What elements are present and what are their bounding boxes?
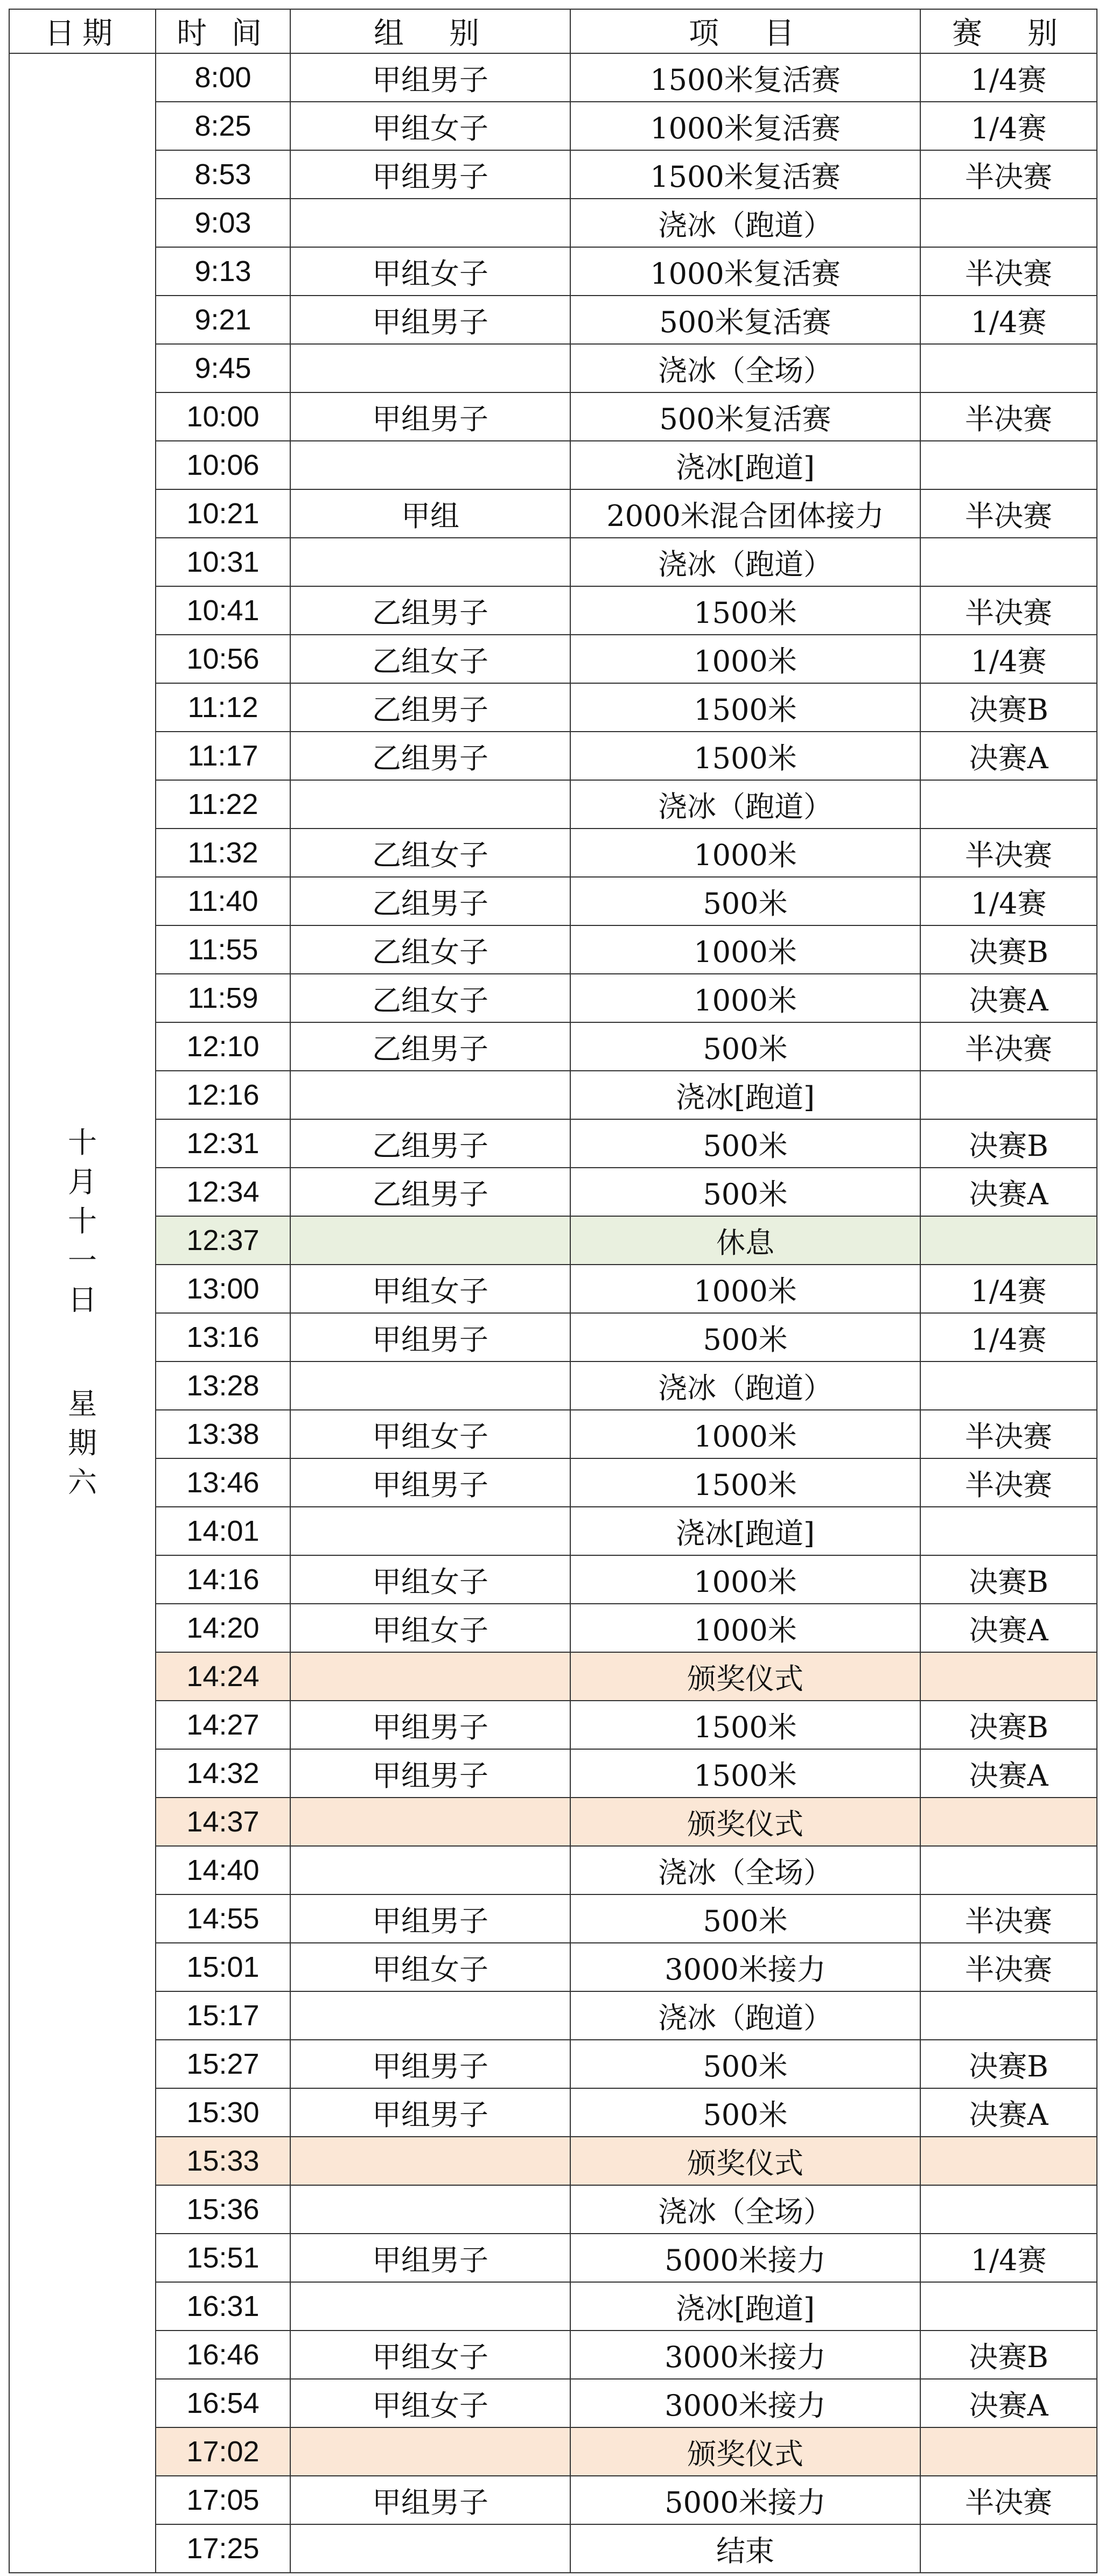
group-cell: 甲组 bbox=[290, 489, 570, 538]
group-cell: 乙组男子 bbox=[290, 877, 570, 925]
event-cell: 颁奖仪式 bbox=[570, 2427, 920, 2476]
group-cell bbox=[290, 199, 570, 247]
time-cell: 14:16 bbox=[156, 1555, 290, 1604]
event-cell: 浇冰[跑道] bbox=[570, 441, 920, 489]
time-cell: 8:00 bbox=[156, 53, 290, 102]
round-cell: 决赛B bbox=[920, 1555, 1097, 1604]
round-cell bbox=[920, 1507, 1097, 1555]
schedule-row bbox=[9, 2331, 1097, 2379]
event-cell: 5000米接力 bbox=[570, 2234, 920, 2282]
schedule-row bbox=[9, 1652, 1097, 1701]
schedule-row bbox=[9, 635, 1097, 683]
event-cell: 3000米接力 bbox=[570, 1943, 920, 1991]
event-cell: 1500米复活赛 bbox=[570, 53, 920, 102]
schedule-row bbox=[9, 2185, 1097, 2234]
event-cell: 1500米 bbox=[570, 732, 920, 780]
round-cell bbox=[920, 199, 1097, 247]
event-cell: 浇冰[跑道] bbox=[570, 2282, 920, 2331]
group-cell: 乙组女子 bbox=[290, 829, 570, 877]
schedule-row bbox=[9, 1507, 1097, 1555]
group-cell: 甲组女子 bbox=[290, 1604, 570, 1652]
schedule-row bbox=[9, 1943, 1097, 1991]
time-cell: 8:53 bbox=[156, 150, 290, 199]
time-cell: 13:28 bbox=[156, 1361, 290, 1410]
time-cell: 15:17 bbox=[156, 1991, 290, 2040]
time-cell: 13:00 bbox=[156, 1265, 290, 1313]
round-cell: 半决赛 bbox=[920, 392, 1097, 441]
group-cell bbox=[290, 344, 570, 392]
event-cell: 浇冰[跑道] bbox=[570, 1507, 920, 1555]
round-cell: 决赛B bbox=[920, 683, 1097, 732]
time-cell: 11:55 bbox=[156, 925, 290, 974]
group-cell bbox=[290, 1798, 570, 1846]
header-time: 时 间 bbox=[156, 9, 290, 53]
round-cell bbox=[920, 2427, 1097, 2476]
round-cell bbox=[920, 1361, 1097, 1410]
group-cell: 甲组男子 bbox=[290, 150, 570, 199]
header-event: 项 目 bbox=[570, 9, 920, 53]
time-cell: 11:40 bbox=[156, 877, 290, 925]
time-cell: 12:10 bbox=[156, 1022, 290, 1071]
event-cell: 1000米复活赛 bbox=[570, 102, 920, 150]
event-cell: 1500米 bbox=[570, 586, 920, 635]
round-cell: 决赛B bbox=[920, 1119, 1097, 1168]
event-cell: 1000米 bbox=[570, 1604, 920, 1652]
round-cell: 半决赛 bbox=[920, 1943, 1097, 1991]
time-cell: 16:46 bbox=[156, 2331, 290, 2379]
group-cell: 乙组男子 bbox=[290, 1119, 570, 1168]
event-cell: 1500米 bbox=[570, 1458, 920, 1507]
round-cell bbox=[920, 1991, 1097, 2040]
round-cell bbox=[920, 1071, 1097, 1119]
group-cell: 乙组男子 bbox=[290, 1022, 570, 1071]
schedule-row bbox=[9, 1313, 1097, 1361]
round-cell: 1/4赛 bbox=[920, 877, 1097, 925]
schedule-row bbox=[9, 199, 1097, 247]
schedule-row bbox=[9, 150, 1097, 199]
schedule-row bbox=[9, 1458, 1097, 1507]
event-cell: 3000米接力 bbox=[570, 2331, 920, 2379]
event-cell: 1000米 bbox=[570, 974, 920, 1022]
round-cell: 半决赛 bbox=[920, 1410, 1097, 1458]
event-cell: 500米 bbox=[570, 2088, 920, 2137]
round-cell: 半决赛 bbox=[920, 2476, 1097, 2524]
time-cell: 12:16 bbox=[156, 1071, 290, 1119]
schedule-row bbox=[9, 2524, 1097, 2573]
time-cell: 10:06 bbox=[156, 441, 290, 489]
schedule-row bbox=[9, 1361, 1097, 1410]
schedule-row bbox=[9, 1168, 1097, 1216]
round-cell bbox=[920, 441, 1097, 489]
time-cell: 15:36 bbox=[156, 2185, 290, 2234]
event-cell: 500米 bbox=[570, 1022, 920, 1071]
event-cell: 1500米复活赛 bbox=[570, 150, 920, 199]
header-row bbox=[9, 9, 1097, 53]
schedule-row bbox=[9, 829, 1097, 877]
group-cell: 乙组女子 bbox=[290, 974, 570, 1022]
schedule-row bbox=[9, 1991, 1097, 2040]
round-cell: 半决赛 bbox=[920, 1022, 1097, 1071]
time-cell: 12:34 bbox=[156, 1168, 290, 1216]
round-cell bbox=[920, 2524, 1097, 2573]
schedule-row bbox=[9, 732, 1097, 780]
schedule-row bbox=[9, 2088, 1097, 2137]
event-cell: 1500米 bbox=[570, 683, 920, 732]
round-cell: 1/4赛 bbox=[920, 1313, 1097, 1361]
time-cell: 14:20 bbox=[156, 1604, 290, 1652]
round-cell: 半决赛 bbox=[920, 1458, 1097, 1507]
time-cell: 12:31 bbox=[156, 1119, 290, 1168]
schedule-table bbox=[9, 9, 1097, 2573]
event-cell: 1500米 bbox=[570, 1749, 920, 1798]
event-cell: 浇冰（跑道） bbox=[570, 780, 920, 829]
schedule-row bbox=[9, 1216, 1097, 1265]
group-cell: 甲组男子 bbox=[290, 2088, 570, 2137]
time-cell: 15:01 bbox=[156, 1943, 290, 1991]
group-cell bbox=[290, 1361, 570, 1410]
time-cell: 9:03 bbox=[156, 199, 290, 247]
time-cell: 9:45 bbox=[156, 344, 290, 392]
round-cell bbox=[920, 780, 1097, 829]
schedule-row bbox=[9, 877, 1097, 925]
group-cell bbox=[290, 538, 570, 586]
time-cell: 14:55 bbox=[156, 1894, 290, 1943]
event-cell: 500米 bbox=[570, 2040, 920, 2088]
event-cell: 浇冰（跑道） bbox=[570, 538, 920, 586]
event-cell: 500米 bbox=[570, 1119, 920, 1168]
group-cell bbox=[290, 1991, 570, 2040]
event-cell: 1000米 bbox=[570, 1555, 920, 1604]
event-cell: 2000米混合团体接力 bbox=[570, 489, 920, 538]
date-cell bbox=[9, 53, 156, 2573]
round-cell: 1/4赛 bbox=[920, 102, 1097, 150]
event-cell: 浇冰（跑道） bbox=[570, 1991, 920, 2040]
group-cell: 乙组男子 bbox=[290, 683, 570, 732]
schedule-row bbox=[9, 1604, 1097, 1652]
event-cell: 颁奖仪式 bbox=[570, 1652, 920, 1701]
schedule-row bbox=[9, 2379, 1097, 2427]
group-cell bbox=[290, 1846, 570, 1894]
round-cell: 决赛A bbox=[920, 1749, 1097, 1798]
schedule-row bbox=[9, 2427, 1097, 2476]
event-cell: 500米 bbox=[570, 1894, 920, 1943]
schedule-body bbox=[9, 53, 1097, 2573]
round-cell bbox=[920, 2282, 1097, 2331]
round-cell bbox=[920, 1798, 1097, 1846]
group-cell: 甲组男子 bbox=[290, 2476, 570, 2524]
round-cell: 决赛B bbox=[920, 925, 1097, 974]
round-cell: 1/4赛 bbox=[920, 296, 1097, 344]
event-cell: 浇冰（全场） bbox=[570, 344, 920, 392]
schedule-row bbox=[9, 1071, 1097, 1119]
round-cell: 决赛A bbox=[920, 1604, 1097, 1652]
group-cell: 甲组男子 bbox=[290, 1894, 570, 1943]
schedule-row bbox=[9, 974, 1097, 1022]
time-cell: 10:56 bbox=[156, 635, 290, 683]
round-cell: 1/4赛 bbox=[920, 635, 1097, 683]
time-cell: 16:54 bbox=[156, 2379, 290, 2427]
round-cell: 决赛A bbox=[920, 1168, 1097, 1216]
time-cell: 13:46 bbox=[156, 1458, 290, 1507]
schedule-row bbox=[9, 1410, 1097, 1458]
event-cell: 1500米 bbox=[570, 1701, 920, 1749]
schedule-row bbox=[9, 1555, 1097, 1604]
group-cell: 甲组女子 bbox=[290, 247, 570, 296]
time-cell: 16:31 bbox=[156, 2282, 290, 2331]
group-cell bbox=[290, 441, 570, 489]
group-cell: 乙组男子 bbox=[290, 1168, 570, 1216]
group-cell: 甲组男子 bbox=[290, 53, 570, 102]
time-cell: 8:25 bbox=[156, 102, 290, 150]
group-cell: 甲组女子 bbox=[290, 1555, 570, 1604]
round-cell: 决赛B bbox=[920, 2040, 1097, 2088]
round-cell: 决赛A bbox=[920, 732, 1097, 780]
event-cell: 颁奖仪式 bbox=[570, 2137, 920, 2185]
time-cell: 14:40 bbox=[156, 1846, 290, 1894]
time-cell: 14:01 bbox=[156, 1507, 290, 1555]
round-cell: 半决赛 bbox=[920, 586, 1097, 635]
time-cell: 17:02 bbox=[156, 2427, 290, 2476]
time-cell: 13:38 bbox=[156, 1410, 290, 1458]
round-cell bbox=[920, 1652, 1097, 1701]
schedule-row bbox=[9, 780, 1097, 829]
group-cell: 甲组男子 bbox=[290, 1458, 570, 1507]
header-group: 组 别 bbox=[290, 9, 570, 53]
time-cell: 17:25 bbox=[156, 2524, 290, 2573]
schedule-row bbox=[9, 344, 1097, 392]
time-cell: 17:05 bbox=[156, 2476, 290, 2524]
group-cell: 甲组男子 bbox=[290, 2234, 570, 2282]
time-cell: 11:22 bbox=[156, 780, 290, 829]
round-cell: 半决赛 bbox=[920, 489, 1097, 538]
time-cell: 10:31 bbox=[156, 538, 290, 586]
event-cell: 5000米接力 bbox=[570, 2476, 920, 2524]
event-cell: 1000米 bbox=[570, 1410, 920, 1458]
schedule-row bbox=[9, 2282, 1097, 2331]
round-cell bbox=[920, 538, 1097, 586]
schedule-row bbox=[9, 1265, 1097, 1313]
time-cell: 11:32 bbox=[156, 829, 290, 877]
event-cell: 浇冰（跑道） bbox=[570, 1361, 920, 1410]
group-cell: 乙组女子 bbox=[290, 925, 570, 974]
event-cell: 500米 bbox=[570, 1168, 920, 1216]
time-cell: 10:21 bbox=[156, 489, 290, 538]
group-cell: 甲组男子 bbox=[290, 296, 570, 344]
schedule-row bbox=[9, 296, 1097, 344]
group-cell bbox=[290, 2427, 570, 2476]
schedule-row bbox=[9, 2234, 1097, 2282]
schedule-row bbox=[9, 2137, 1097, 2185]
time-cell: 11:17 bbox=[156, 732, 290, 780]
round-cell: 半决赛 bbox=[920, 1894, 1097, 1943]
event-cell: 500米复活赛 bbox=[570, 296, 920, 344]
round-cell: 半决赛 bbox=[920, 247, 1097, 296]
round-cell bbox=[920, 1846, 1097, 1894]
schedule-row bbox=[9, 1894, 1097, 1943]
group-cell bbox=[290, 2282, 570, 2331]
schedule-row bbox=[9, 441, 1097, 489]
group-cell bbox=[290, 1507, 570, 1555]
event-cell: 结束 bbox=[570, 2524, 920, 2573]
event-cell: 颁奖仪式 bbox=[570, 1798, 920, 1846]
schedule-row bbox=[9, 1846, 1097, 1894]
event-cell: 休息 bbox=[570, 1216, 920, 1265]
schedule-row bbox=[9, 586, 1097, 635]
event-cell: 1000米复活赛 bbox=[570, 247, 920, 296]
group-cell: 甲组女子 bbox=[290, 1943, 570, 1991]
schedule-row bbox=[9, 1701, 1097, 1749]
time-cell: 15:33 bbox=[156, 2137, 290, 2185]
schedule-row bbox=[9, 2040, 1097, 2088]
event-cell: 500米 bbox=[570, 1313, 920, 1361]
group-cell bbox=[290, 1216, 570, 1265]
time-cell: 14:27 bbox=[156, 1701, 290, 1749]
schedule-row bbox=[9, 53, 1097, 102]
round-cell: 决赛A bbox=[920, 2088, 1097, 2137]
group-cell bbox=[290, 780, 570, 829]
group-cell: 乙组男子 bbox=[290, 586, 570, 635]
event-cell: 浇冰（全场） bbox=[570, 2185, 920, 2234]
time-cell: 14:37 bbox=[156, 1798, 290, 1846]
header-round: 赛 别 bbox=[920, 9, 1097, 53]
time-cell: 14:24 bbox=[156, 1652, 290, 1701]
round-cell: 决赛B bbox=[920, 2331, 1097, 2379]
time-cell: 12:37 bbox=[156, 1216, 290, 1265]
round-cell bbox=[920, 2137, 1097, 2185]
event-cell: 500米 bbox=[570, 877, 920, 925]
schedule-row bbox=[9, 489, 1097, 538]
schedule-row bbox=[9, 925, 1097, 974]
group-cell bbox=[290, 2524, 570, 2573]
time-cell: 14:32 bbox=[156, 1749, 290, 1798]
schedule-row bbox=[9, 1022, 1097, 1071]
time-cell: 9:21 bbox=[156, 296, 290, 344]
schedule-row bbox=[9, 1749, 1097, 1798]
round-cell: 1/4赛 bbox=[920, 53, 1097, 102]
time-cell: 10:00 bbox=[156, 392, 290, 441]
round-cell: 决赛A bbox=[920, 2379, 1097, 2427]
group-cell bbox=[290, 2137, 570, 2185]
time-cell: 9:13 bbox=[156, 247, 290, 296]
group-cell bbox=[290, 1652, 570, 1701]
group-cell bbox=[290, 1071, 570, 1119]
event-cell: 1000米 bbox=[570, 829, 920, 877]
schedule-row bbox=[9, 683, 1097, 732]
schedule-row bbox=[9, 247, 1097, 296]
round-cell: 半决赛 bbox=[920, 150, 1097, 199]
round-cell bbox=[920, 344, 1097, 392]
round-cell: 1/4赛 bbox=[920, 1265, 1097, 1313]
round-cell: 决赛A bbox=[920, 974, 1097, 1022]
group-cell: 甲组男子 bbox=[290, 1749, 570, 1798]
group-cell: 乙组女子 bbox=[290, 635, 570, 683]
date-weekday: 星期六 bbox=[68, 1386, 97, 1499]
group-cell: 甲组女子 bbox=[290, 1410, 570, 1458]
group-cell: 甲组女子 bbox=[290, 2331, 570, 2379]
schedule-row bbox=[9, 2476, 1097, 2524]
header-date: 日期 bbox=[9, 9, 156, 53]
round-cell: 半决赛 bbox=[920, 829, 1097, 877]
group-cell: 甲组女子 bbox=[290, 2379, 570, 2427]
event-cell: 浇冰[跑道] bbox=[570, 1071, 920, 1119]
event-cell: 1000米 bbox=[570, 925, 920, 974]
time-cell: 15:30 bbox=[156, 2088, 290, 2137]
event-cell: 1000米 bbox=[570, 635, 920, 683]
group-cell: 甲组男子 bbox=[290, 1313, 570, 1361]
group-cell: 甲组男子 bbox=[290, 392, 570, 441]
date-day: 十月十一日 bbox=[68, 1126, 97, 1317]
event-cell: 500米复活赛 bbox=[570, 392, 920, 441]
round-cell: 决赛B bbox=[920, 1701, 1097, 1749]
schedule-row bbox=[9, 1119, 1097, 1168]
event-cell: 浇冰（全场） bbox=[570, 1846, 920, 1894]
time-cell: 13:16 bbox=[156, 1313, 290, 1361]
time-cell: 15:27 bbox=[156, 2040, 290, 2088]
group-cell: 乙组男子 bbox=[290, 732, 570, 780]
group-cell: 甲组女子 bbox=[290, 102, 570, 150]
round-cell bbox=[920, 1216, 1097, 1265]
group-cell: 甲组男子 bbox=[290, 1701, 570, 1749]
group-cell: 甲组女子 bbox=[290, 1265, 570, 1313]
schedule-row bbox=[9, 538, 1097, 586]
time-cell: 15:51 bbox=[156, 2234, 290, 2282]
schedule-row bbox=[9, 392, 1097, 441]
time-cell: 10:41 bbox=[156, 586, 290, 635]
round-cell bbox=[920, 2185, 1097, 2234]
round-cell: 1/4赛 bbox=[920, 2234, 1097, 2282]
schedule-row bbox=[9, 1798, 1097, 1846]
time-cell: 11:59 bbox=[156, 974, 290, 1022]
event-cell: 3000米接力 bbox=[570, 2379, 920, 2427]
event-cell: 浇冰（跑道） bbox=[570, 199, 920, 247]
group-cell: 甲组男子 bbox=[290, 2040, 570, 2088]
schedule-row bbox=[9, 102, 1097, 150]
group-cell bbox=[290, 2185, 570, 2234]
event-cell: 1000米 bbox=[570, 1265, 920, 1313]
time-cell: 11:12 bbox=[156, 683, 290, 732]
